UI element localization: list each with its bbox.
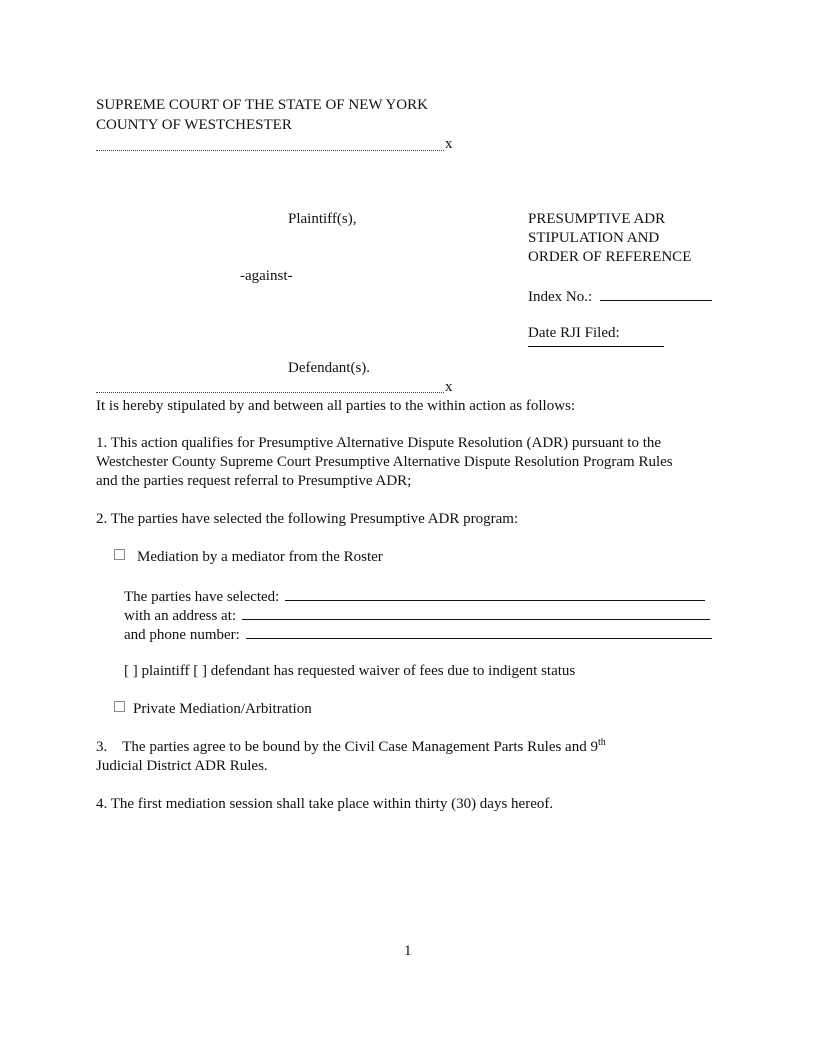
selected-mediator-row bbox=[124, 586, 705, 607]
mediator-address-row bbox=[124, 605, 710, 626]
paragraph-3-line1 bbox=[96, 738, 606, 757]
paragraph-3-superscript: th bbox=[597, 737, 606, 748]
option-mediation-roster-label: Mediation by a mediator from the Roster bbox=[137, 549, 383, 565]
paragraph-2: 2. The parties have selected the following Presumptive ADR program: bbox=[96, 511, 519, 527]
paragraph-1-line1: 1. This action qualifies for Presumptive Alternative Dispute Resolution (ADR) pursuant to the bbox=[96, 435, 662, 451]
caption-top-x: x bbox=[445, 136, 453, 152]
paragraph-1-line3: and the parties request referral to Presumptive ADR; bbox=[96, 473, 412, 489]
mediation-roster-checkbox[interactable] bbox=[114, 549, 125, 560]
caption-bottom-divider bbox=[96, 392, 444, 393]
county-name: COUNTY OF WESTCHESTER bbox=[96, 117, 292, 133]
caption-bottom-x: x bbox=[445, 379, 453, 395]
page-number: 1 bbox=[404, 943, 412, 959]
mediator-address-blank[interactable] bbox=[242, 605, 710, 620]
paragraph-1-line2: Westchester County Supreme Court Presumptive Alternative Dispute Resolution Program Rules bbox=[96, 454, 673, 470]
intro-paragraph: It is hereby stipulated by and between all parties to the within action as follows: bbox=[96, 398, 576, 414]
rji-date-label: Date RJI Filed: bbox=[528, 325, 620, 341]
paragraph-4: 4. The first mediation session shall take place within thirty (30) days hereof. bbox=[96, 796, 554, 812]
mediator-phone-label: and phone number: bbox=[124, 627, 240, 643]
mediator-phone-blank[interactable] bbox=[246, 624, 712, 639]
paragraph-3-text: The parties agree to be bound by the Civil Case Management Parts Rules and 9 bbox=[122, 739, 598, 755]
against-label: -against- bbox=[240, 268, 293, 284]
index-number-field bbox=[528, 286, 712, 307]
paragraph-3-number: 3. bbox=[96, 739, 108, 755]
option-private-mediation-label: Private Mediation/Arbitration bbox=[133, 701, 312, 717]
option-mediation-roster bbox=[114, 548, 383, 567]
court-name: SUPREME COURT OF THE STATE OF NEW YORK bbox=[96, 97, 428, 113]
index-number-label: Index No.: bbox=[528, 289, 593, 305]
mediator-address-label: with an address at: bbox=[124, 608, 237, 624]
doc-title-line2: STIPULATION AND bbox=[528, 230, 660, 246]
paragraph-3-line2: Judicial District ADR Rules. bbox=[96, 758, 268, 774]
private-mediation-checkbox[interactable] bbox=[114, 701, 125, 712]
defendant-label: Defendant(s). bbox=[288, 360, 371, 376]
plaintiff-label: Plaintiff(s), bbox=[288, 211, 357, 227]
mediator-phone-row bbox=[124, 624, 712, 645]
doc-title-line1: PRESUMPTIVE ADR bbox=[528, 211, 666, 227]
index-number-blank[interactable] bbox=[600, 286, 712, 301]
doc-title-line3: ORDER OF REFERENCE bbox=[528, 249, 692, 265]
selected-mediator-blank[interactable] bbox=[285, 586, 705, 601]
rji-date-blank[interactable] bbox=[528, 346, 664, 347]
fee-waiver-line: [ ] plaintiff [ ] defendant has requested waiver of fees due to indigent status bbox=[124, 663, 576, 679]
selected-mediator-label: The parties have selected: bbox=[124, 589, 280, 605]
option-private-mediation bbox=[114, 700, 312, 719]
caption-top-divider bbox=[96, 150, 444, 151]
